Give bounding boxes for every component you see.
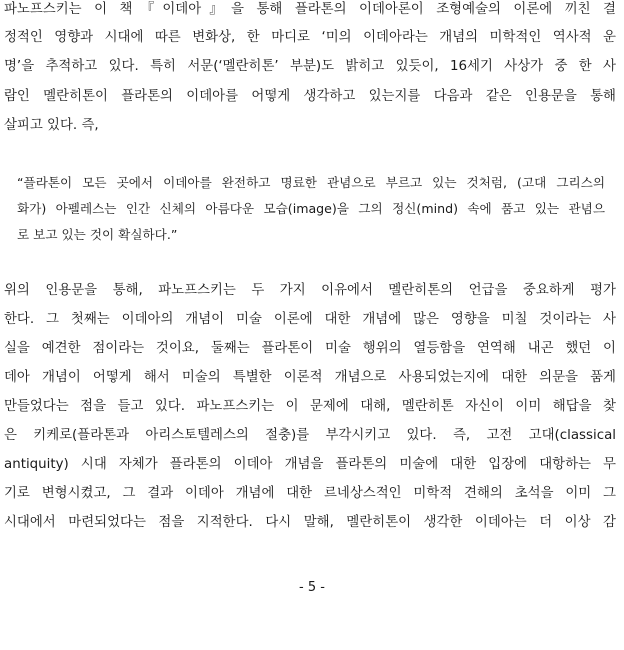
quote-line: “플라톤이 모든 곳에서 이데아를 완전하고 명료한 관념으로 부르고 있는 것처럼, (고대 그리스의 (17, 175, 605, 190)
text-line: 정적인 영향과 시대에 따른 변화상, 한 마디로 ‘미의 이데아라는 개념의 미학적인 역사적 운 (4, 30, 616, 45)
text-line: 기로 변형시켰고, 그 결과 이데아 개념에 대한 르네상스적인 미학적 견해의 초석을 이미 그 (4, 486, 616, 501)
text-line: 만들었다는 점을 들고 있다. 파노프스키는 이 문제에 대해, 멜란히톤 자신이 이미 해답을 찾 (4, 399, 616, 414)
text-line: 파노프스키는 이 책『이데아』을 통해 플라톤의 이데아론이 조형예술의 이론에 끼친 결 (4, 2, 616, 17)
text-line: 한다. 그 첫째는 이데아의 개념이 미술 이론에 대한 개념에 많은 영향을 미칠 것이라는 사 (4, 312, 616, 327)
page-number: - 5 - (299, 580, 325, 595)
text-line: 시대에서 마련되었다는 점을 지적한다. 다시 말해, 멜란히톤이 생각한 이데아는 더 이상 감 (4, 515, 616, 530)
text-line: 은 키케로(플라톤과 아리스토텔레스의 절충)를 부각시키고 있다. 즉, 고전 고대(classical (4, 428, 616, 443)
text-line: 살피고 있다. 즉, (4, 118, 99, 133)
quote-line: 화가) 아펠레스는 인간 신체의 아름다운 모습(image)을 그의 정신(mind) 속에 품고 있는 관념으 (17, 201, 605, 216)
text-line: 위의 인용문을 통해, 파노프스키는 두 가지 이유에서 멜란히톤의 언급을 중요하게 평가 (4, 283, 616, 298)
text-line: antiquity) 시대 자체가 플라톤의 이데아 개념을 플라톤의 미술에 대한 입장에 대항하는 무 (4, 457, 616, 472)
quote-line: 로 보고 있는 것이 확실하다.” (17, 227, 178, 242)
text-line: 람인 멜란히톤이 플라톤의 이데아를 어떻게 생각하고 있는지를 다음과 같은 인용문을 통해 (4, 89, 616, 104)
text-line: 실을 예견한 점이라는 것이요, 둘째는 플라톤이 미술 행위의 열등함을 연역해 내곤 했던 이 (4, 341, 616, 356)
text-line: 데아 개념이 어떻게 해서 미술의 특별한 이론적 개념으로 사용되었는지에 대한 의문을 품게 (4, 370, 616, 385)
text-line: 명’을 추적하고 있다. 특히 서문(‘멜란히톤’ 부분)도 밝히고 있듯이, 16세기 사상가 중 한 사 (4, 59, 616, 74)
